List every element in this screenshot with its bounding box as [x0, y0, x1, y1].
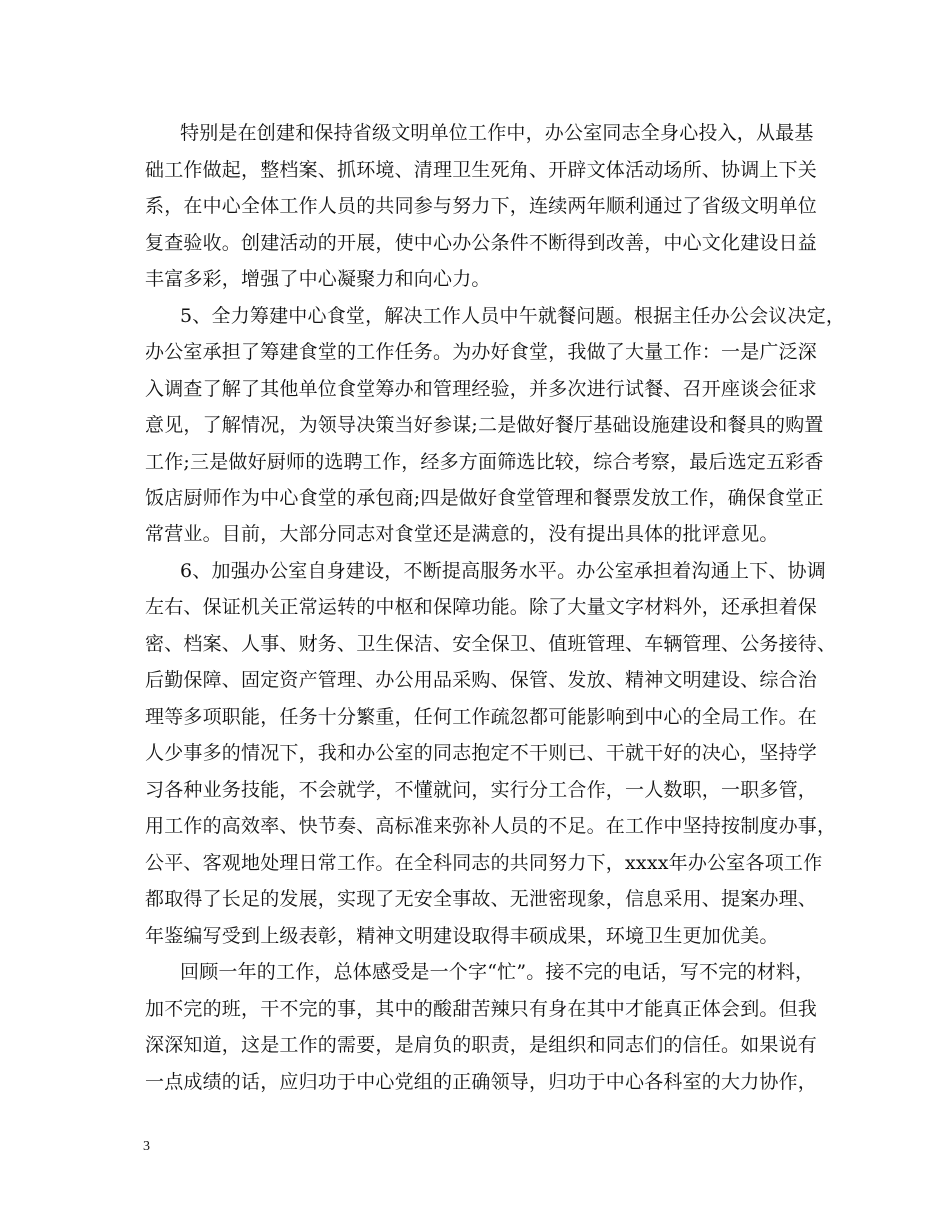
- text-line: 复查验收。创建活动的开展，使中心办公条件不断得到改善，中心文化建设日益: [145, 232, 818, 254]
- text-line: 都取得了长足的发展，实现了无安全事故、无泄密现象，信息采用、提案办理、: [145, 888, 818, 910]
- text-line: 用工作的高效率、快节奏、高标准来弥补人员的不足。在工作中坚持按制度办事，: [145, 815, 837, 837]
- text-line: 后勤保障、固定资产管理、办公用品采购、保管、发放、精神文明建设、综合治: [145, 669, 818, 691]
- text-line: 加不完的班，干不完的事，其中的酸甜苦辣只有身在其中才能真正体会到。但我: [145, 998, 818, 1020]
- text-line: 公平、客观地处理日常工作。在全科同志的共同努力下，xxxx年办公室各项工作: [145, 852, 823, 874]
- text-line: 左右、保证机关正常运转的中枢和保障功能。除了大量文字材料外，还承担着保: [145, 596, 818, 618]
- text-line: 5、全力筹建中心食堂，解决工作人员中午就餐问题。根据主任办公会议决定，: [180, 305, 846, 327]
- text-line: 系，在中心全体工作人员的共同参与努力下，连续两年顺利通过了省级文明单位: [145, 195, 818, 217]
- text-line: 6、加强办公室自身建设，不断提高服务水平。办公室承担着沟通上下、协调: [180, 560, 826, 582]
- text-line: 年鉴编写受到上级表彰，精神文明建设取得丰硕成果，环境卫生更加优美。: [145, 925, 779, 947]
- text-line: 意见，了解情况，为领导决策当好参谋;二是做好餐厅基础设施建设和餐具的购置: [145, 414, 824, 436]
- text-line: 办公室承担了筹建食堂的工作任务。为办好食堂，我做了大量工作：一是广泛深: [145, 341, 818, 363]
- text-line: 常营业。目前，大部分同志对食堂还是满意的，没有提出具体的批评意见。: [145, 523, 779, 545]
- text-line: 密、档案、人事、财务、卫生保洁、安全保卫、值班管理、车辆管理、公务接待、: [145, 633, 837, 655]
- text-line: 工作;三是做好厨师的选聘工作，经多方面筛选比较，综合考察，最后选定五彩香: [145, 451, 824, 473]
- text-line: 丰富多彩，增强了中心凝聚力和向心力。: [145, 268, 491, 290]
- text-line: 理等多项职能，任务十分繁重，任何工作疏忽都可能影响到中心的全局工作。在: [145, 706, 818, 728]
- text-line: 习各种业务技能，不会就学，不懂就问，实行分工合作，一人数职，一职多管，: [145, 779, 818, 801]
- text-line: 深深知道，这是工作的需要，是肩负的职责，是组织和同志们的信任。如果说有: [145, 1034, 818, 1056]
- page-number: 3: [143, 1139, 150, 1154]
- text-line: 饭店厨师作为中心食堂的承包商;四是做好食堂管理和餐票发放工作，确保食堂正: [145, 487, 824, 509]
- text-line: 一点成绩的话，应归功于中心党组的正确领导，归功于中心各科室的大力协作，: [145, 1071, 818, 1093]
- text-line: 础工作做起，整档案、抓环境、清理卫生死角、开辟文体活动场所、协调上下关: [145, 159, 818, 181]
- text-line: 回顾一年的工作，总体感受是一个字“忙”。接不完的电话，写不完的材料，: [180, 961, 815, 983]
- text-line: 入调查了解了其他单位食堂筹办和管理经验，并多次进行试餐、召开座谈会征求: [145, 378, 818, 400]
- text-line: 人少事多的情况下，我和办公室的同志抱定不干则已、干就干好的决心，坚持学: [145, 742, 818, 764]
- text-line: 特别是在创建和保持省级文明单位工作中，办公室同志全身心投入，从最基: [180, 122, 814, 144]
